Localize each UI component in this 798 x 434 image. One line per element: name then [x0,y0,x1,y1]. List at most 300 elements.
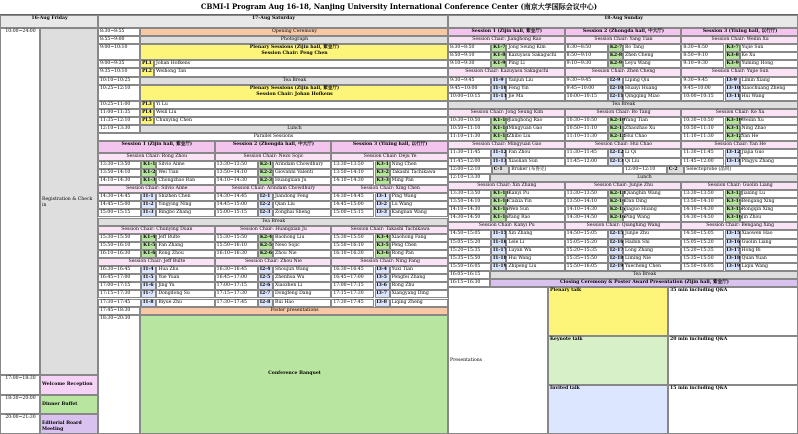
plenary-talk-speaker: Weihong Tan [154,68,448,76]
plenary-talk-code: PL5 [140,117,154,125]
talk-speaker: Mingyuan Gao [506,125,564,133]
friday-header: 16-Aug Friday [0,15,98,28]
talk-speaker: Liqiu Wang [740,263,798,271]
talk-time: 15:30~15:50 [98,234,141,242]
talk-time: 17:15~17:30 [215,290,258,298]
talk-speaker: Rong Zhu [390,282,448,290]
talk-time: 13:50~14:10 [331,169,374,177]
plenary-talk-time: 10:25~11:00 [98,101,140,109]
plenary1-header-line1: Plenary Sessions (Zijin hall, 紫金厅) [249,45,340,51]
talk-time: 9:10~9:30 [565,60,608,68]
closing-time: 16:15~16:30 [448,279,490,287]
talk-speaker: Zhaozhao Xu [623,125,681,133]
talk-speaker: Dan Ding [623,198,681,206]
talk-speaker: Ning Chen [390,161,448,169]
talk-speaker: Biyue Zhu [156,299,214,307]
plenary-talk-speaker: Yi Lu [154,101,448,109]
talk-time: 15:35~15:50 [681,255,724,263]
talk-code: I1-8 [141,299,156,307]
talk-code: K3-10 [725,117,740,125]
plenary2-header-line2: Session Chair: Johan Hofkens [256,91,333,97]
talk-speaker: Shizhen Chen [156,193,214,201]
presentation-type: Plenary talk [548,287,668,336]
talk-code: I2-12 [608,149,623,157]
tea-break: Tea Break [448,101,798,109]
session-chair: Session Chair: Kazuyasu Sakaguchi [448,68,565,76]
talk-time: 13:30~13:50 [565,190,608,198]
talk-time: 15:35~15:50 [565,255,608,263]
talk-speaker: Junjie Zhu [623,230,681,238]
talk-speaker: Quan Yuan [740,255,798,263]
talk-code: K1-11 [491,125,506,133]
talk-speaker: Zhipeng Liu [506,263,564,271]
talk-code: K2-15 [608,206,623,214]
talk-speaker: Bo Tang [623,44,681,52]
talk-time: 13:30~13:50 [98,161,141,169]
talk-code: I1-4 [141,266,156,274]
talk-code: I3-8 [375,299,390,307]
talk-speaker: Giovanni Valenti [273,169,331,177]
session-chair: Session Chair: Rong Zhou [98,153,215,161]
talk-speaker: Wei Tian [156,169,214,177]
talk-speaker: Caixia Yin [506,198,564,206]
talk-speaker: Dongdong Su [156,290,214,298]
talk-speaker: Xiaozhen Li [273,282,331,290]
talk-code: I3-9 [725,77,740,85]
talk-speaker: Huaiyi Huang [623,85,681,93]
talk-code: I1-6 [141,282,156,290]
session-chair: Session Chair: Weilin Xu [681,36,798,44]
talk-speaker: Leyu Wang [623,60,681,68]
session-chair: Session Chair: Yang Tian [565,36,682,44]
talk-code: K2-12 [608,133,623,141]
talk-time: 13:50~14:10 [215,169,258,177]
plenary-talk-time: 11:00~11:35 [98,109,140,117]
plenary-talk-speaker: Chunying Chen [154,117,448,125]
talk-time: 10:30~10:50 [448,117,491,125]
banquet-time: 18:30~20:30 [98,315,140,434]
talk-speaker: Luyan Wu [506,247,564,255]
talk-time: 14:10~14:30 [681,206,724,214]
talk-time: 15:20~15:35 [681,247,724,255]
talk-time: 8:50~9:10 [565,52,608,60]
friday-event-time: 20:00~21:30 [0,414,40,434]
talk-time: 14:50~15:05 [681,230,724,238]
talk-code: K3-2 [375,169,390,177]
talk-time: 17:30~17:45 [215,299,258,307]
talk-speaker: Long Zhang [623,247,681,255]
talk-code: K3-7 [725,44,740,52]
talk-speaker: Yingying Ning [156,201,214,209]
talk-time: 14:10~14:30 [565,206,608,214]
session-header: Session 3 (Yixing hall, 以行厅) [681,28,798,36]
talk-code: I3-16 [725,239,740,247]
talk-speaker: Liping Qiu [623,77,681,85]
talk-code: K3-9 [725,60,740,68]
talk-code: K3-16 [725,214,740,222]
session-chair: Session Chair: Zhen Cheng [565,68,682,76]
talk-code: K3-13 [725,190,740,198]
talk-speaker: Fan Zhang [156,242,214,250]
talk-time: 15:35~15:50 [448,255,491,263]
talk-speaker: Yang Tian [623,117,681,125]
talk-speaker: Ping Wang [623,214,681,222]
talk-speaker: Yue Yuan [156,274,214,282]
closing-ceremony: Closing Ceremony & Poster Award Presentation (Zijin hall, 紫金厅) [490,279,798,287]
lunch: Lunch [140,125,448,133]
talk-code: K2-5 [258,242,273,250]
talk-speaker: Qi Liu [623,158,681,166]
photograph: Photograph [140,36,448,44]
talk-code: K2-7 [608,44,623,52]
talk-speaker: Jiandong Feng [273,193,331,201]
talk-time: 10:50~11:10 [681,125,724,133]
talk-speaker: Xiaowen Hao [740,230,798,238]
talk-time: 15:05~15:20 [565,239,608,247]
talk-code: K3-1 [375,161,390,169]
talk-speaker: Hong Bi [740,247,798,255]
lunch-time: 12:10~13:30 [98,125,140,133]
talk-speaker: Shoujun Wang [273,266,331,274]
talk-code: K2-4 [258,234,273,242]
talk-time: 15:50~16:10 [98,242,141,250]
talk-time: 9:10~9:30 [448,60,491,68]
talk-speaker: Xiaohong Fang [390,234,448,242]
talk-time: 14:10~14:30 [331,177,374,185]
talk-speaker: Yujie Sun [740,44,798,52]
talk-speaker: Hui Wang [740,93,798,101]
talk-time: 15:50~16:05 [448,263,491,271]
talk-code: K2-6 [258,250,273,258]
session-chair: Session Chair: Huangxian Ju [215,226,332,234]
talk-code: K2-9 [608,60,623,68]
talk-time: 11:30~11:45 [448,149,491,157]
sponsor-name: Selectoprobe (晶锐) [684,166,798,174]
opening-ceremony-time: 8:30~8:55 [98,28,140,36]
talk-speaker: Peng Chen [390,242,448,250]
talk-code: K1-15 [491,206,506,214]
plenary-talk-code: PL4 [140,109,154,117]
talk-time: 13:50~14:10 [681,198,724,206]
session-chair: Session Chair: Deju Ye [331,153,448,161]
talk-speaker: Rui Hao [273,299,331,307]
talk-speaker: Yuxi Tian [390,266,448,274]
conference-banquet: Conference Banquet [140,315,448,434]
talk-time: 8:30~8:50 [565,44,608,52]
talk-speaker: Ming Pan [390,177,448,185]
talk-code: I3-1 [375,193,390,201]
talk-time: 14:10~14:30 [98,177,141,185]
talk-code: I2-11 [608,93,623,101]
session-chair: Session Chair: Nezo Sojic [215,153,332,161]
tea-break: Tea Break [98,218,448,226]
talk-speaker: Ning Zhao [740,125,798,133]
tea-break-time: 10:10~10:25 [98,77,140,85]
talk-code: I1-17 [491,247,506,255]
talk-code: I3-13 [725,158,740,166]
talk-speaker: Chongzhao Ran [156,177,214,185]
talk-code: K3-6 [375,250,390,258]
talk-code: I2-1 [258,193,273,201]
talk-speaker: Jeff Bulte [156,234,214,242]
session-chair: Session Chair: Qianghing Wang [565,222,682,230]
talk-speaker: Kanyi Pu [506,190,564,198]
talk-speaker: Jie Ma [506,93,564,101]
friday-event-time: 17:00~18:30 [0,375,40,395]
session-chair: Session Chair: Yan He [681,141,798,149]
talk-speaker: Jong Seung Kim [506,44,564,52]
session-chair: Session Chair: Guolin Liang [681,182,798,190]
talk-time: 13:30~13:50 [215,161,258,169]
talk-code: I2-17 [608,247,623,255]
talk-speaker: Fan Zhou [506,149,564,157]
talk-code: K2-10 [608,117,623,125]
session-header: Session 1 (Zijin hall, 紫金厅) [98,141,215,152]
talk-code: K3-15 [725,206,740,214]
plenary2-header [140,85,448,101]
talk-speaker: Rong Zhou [156,250,214,258]
talk-time: 10:50~11:10 [565,125,608,133]
talk-code: I1-19 [491,263,506,271]
talk-speaker: Ping Li [506,60,564,68]
session-chair: Session Chair: Bo Tang [565,109,682,117]
talk-code: I2-19 [608,263,623,271]
opening-ceremony: Opening Ceremony [140,28,448,36]
plenary1-header-line2: Session Chair: Peng Chen [261,51,328,57]
talk-speaker: Yanjun Liu [506,77,564,85]
friday-event-label: Welcome Reception [40,375,98,395]
session-chair: Session Chair: Zhou Nie [215,258,332,266]
talk-speaker: Limin Xiang [740,77,798,85]
talk-speaker: Dongfeng Dang [273,290,331,298]
talk-code: I3-17 [725,247,740,255]
talk-time: 15:30~15:50 [215,234,258,242]
talk-time: 10:00~10:15 [681,93,724,101]
talk-time: 15:50~16:05 [681,263,724,271]
talk-code: I2-18 [608,255,623,263]
talk-time: 16:10~16:30 [331,250,374,258]
talk-time: 11:10~11:30 [565,133,608,141]
talk-time: 13:50~14:10 [98,169,141,177]
talk-time: 11:10~11:30 [448,133,491,141]
talk-time: 15:20~15:35 [448,247,491,255]
talk-code: K2-1 [258,161,273,169]
talk-time: 14:50~15:05 [448,230,491,238]
presentation-duration: 15 min including Q&A [668,385,798,434]
lunch: Lunch [490,174,798,182]
talk-time: 14:30~14:45 [98,193,141,201]
talk-time: 8:50~9:10 [681,52,724,60]
talk-time: 14:45~15:00 [215,201,258,209]
session-header: Session 2 (Zhongda hall, 中大厅) [565,28,682,36]
talk-time: 15:05~15:20 [681,239,724,247]
talk-time: 15:30~15:50 [331,234,374,242]
session-chair: Session Chair: Arindam Chowdhury [215,185,332,193]
talk-speaker: Xiangyang Ding [390,290,448,298]
talk-code: I1-3 [141,209,156,217]
talk-code: I3-10 [725,85,740,93]
session-chair: Session Chair: Takashi Tachikawa [331,226,448,234]
session-chair: Session Chair: Mingyuan Gao [448,141,565,149]
friday-event-label: Dinner Buffet [40,395,98,415]
talk-code: K3-5 [375,242,390,250]
session-chair: Session Chair: Jong Seung Kim [448,109,565,117]
registration-label: Registration & Check in [40,28,98,375]
talk-code: I1-10 [491,85,506,93]
talk-code: K3-3 [375,177,390,185]
session-chair: Session Chair: Yujie Sun [681,68,798,76]
talk-time: 10:30~10:50 [565,117,608,125]
talk-speaker: Takashi Tachikawa [390,169,448,177]
session-chair: Session Chair: Hui Chao [565,141,682,149]
talk-speaker: Yan He [740,133,798,141]
talk-code: I2-10 [608,85,623,93]
talk-time: 17:30~17:45 [98,299,141,307]
talk-code: K1-8 [491,52,506,60]
talk-code: K1-1 [141,161,156,169]
talk-code: I2-4 [258,266,273,274]
talk-time: 16:45~17:00 [215,274,258,282]
talk-code: I1-18 [491,255,506,263]
talk-speaker: Yuecheng Chen [623,263,681,271]
talk-code: I1-15 [491,230,506,238]
talk-code: K2-11 [608,125,623,133]
talk-code: I3-7 [375,290,390,298]
talk-speaker: Qianghin Wang [623,190,681,198]
talk-speaker: Yang Rao [506,214,564,222]
plenary1-header [140,44,448,60]
talk-time: 9:45~10:00 [448,85,491,93]
talk-time: 14:30~14:45 [331,193,374,201]
presentations-label: Presentations [448,287,548,434]
talk-time: 11:10~11:30 [681,133,724,141]
talk-speaker: Hui Wang [506,255,564,263]
talk-time: 8:30~8:50 [681,44,724,52]
plenary-talk-speaker: Johan Hofkens [154,60,448,68]
tea-break: Tea Break [140,77,448,85]
session-chair: Session Chair: Xing Chen [331,185,448,193]
talk-time: 14:10~14:30 [448,206,491,214]
talk-code: I2-8 [258,299,273,307]
tea-break-time: 16:05~16:15 [448,271,490,279]
talk-time: 15:00~15:15 [215,209,258,217]
presentation-duration: 20 min including Q&A [668,336,798,385]
talk-time: 9:30~9:45 [565,77,608,85]
session-chair: Session Chair: Silvio Aime [98,185,215,193]
talk-code: K2-16 [608,214,623,222]
talk-code: I3-15 [725,230,740,238]
talk-time: 16:30~16:45 [331,266,374,274]
talk-speaker: Jing Yu [156,282,214,290]
talk-code: I3-5 [375,274,390,282]
talk-time: 11:45~12:00 [681,158,724,166]
talk-time: 17:15~17:30 [331,290,374,298]
talk-time: 16:30~16:45 [215,266,258,274]
talk-time: 16:45~17:00 [98,274,141,282]
talk-speaker: Qingqing Miao [623,93,681,101]
talk-code: I1-1 [141,193,156,201]
sponsor-code: C-2 [667,166,685,174]
plenary-talk-time: 9:35~10:10 [98,68,140,76]
talk-time: 8:50~9:10 [448,52,491,60]
lunch-time: 12:10~13:30 [448,174,490,182]
talk-time: 13:30~13:50 [448,190,491,198]
talk-time: 17:15~17:30 [98,290,141,298]
talk-speaker: Jin Zhou [740,214,798,222]
talk-code: I2-16 [608,239,623,247]
talk-time: 16:30~16:45 [98,266,141,274]
presentation-type: Keynote talk [548,336,668,385]
talk-code: K1-13 [491,190,506,198]
talk-code: K3-12 [725,133,740,141]
talk-code: I1-9 [491,77,506,85]
talk-speaker: Jiaguo Huang [623,206,681,214]
tea-break: Tea Break [490,271,798,279]
talk-code: I1-7 [141,290,156,298]
talk-time: 11:30~11:45 [681,149,724,157]
talk-speaker: Rongqin Xing [740,206,798,214]
talk-speaker: Silvio Aime [156,161,214,169]
plenary-talk-code: PL1 [140,60,154,68]
talk-code: I2-6 [258,282,273,290]
talk-code: I1-13 [491,158,506,166]
talk-time: 17:00~17:15 [98,282,141,290]
talk-speaker: Xin Zhang [506,230,564,238]
talk-time: 15:50~16:05 [565,263,608,271]
talk-time: 14:30~14:50 [448,214,491,222]
talk-time: 10:30~10:50 [681,117,724,125]
talk-code: K2-2 [258,169,273,177]
talk-time: 17:30~17:45 [331,299,374,307]
session-chair: Session Chair: Bengang Xing [681,222,798,230]
talk-speaker: Bengang Xing [740,198,798,206]
talk-time: 10:00~10:15 [565,93,608,101]
talk-code: I2-7 [258,290,273,298]
talk-time: 16:10~16:30 [215,250,258,258]
talk-speaker: Arindam Chowdhury [273,161,331,169]
plenary-talk-time: 9:00~9:35 [98,60,140,68]
talk-code: K2-13 [608,190,623,198]
presentation-duration: 35 min including Q&A [668,287,798,336]
talk-speaker: Li Qi [623,149,681,157]
session-chair: Session Chair: Jeff Bulte [98,258,215,266]
session-chair: Session Chair: Junjie Zhu [565,182,682,190]
talk-time: 9:30~9:45 [448,77,491,85]
talk-speaker: Jianghong Rao [506,117,564,125]
talk-time: 9:45~10:00 [565,85,608,93]
talk-code: K1-7 [491,44,506,52]
talk-speaker: Bingbo Zhang [156,209,214,217]
talk-time: 10:50~11:10 [448,125,491,133]
talk-speaker: Liming Nie [623,255,681,263]
talk-code: I2-5 [258,274,273,282]
talk-code: K1-3 [141,177,156,185]
poster-time: 17:45~18:30 [98,307,140,315]
talk-speaker: Hui Chao [623,133,681,141]
plenary-talk-speaker: Weili Liu [154,109,448,117]
talk-time: 15:05~15:20 [448,239,491,247]
talk-speaker: Liqing Zheng [390,299,448,307]
talk-code: K2-8 [608,52,623,60]
talk-time: 9:30~9:45 [681,77,724,85]
talk-speaker: Zonghai Sheng [273,209,331,217]
talk-code: K2-3 [258,177,273,185]
talk-code: K1-2 [141,169,156,177]
talk-speaker: Ping Wang [390,193,448,201]
presentation-type: Invited talk [548,385,668,434]
session-chair: Session Chair: Jianghong Rao [448,36,565,44]
talk-speaker: Guolin Liang [740,239,798,247]
